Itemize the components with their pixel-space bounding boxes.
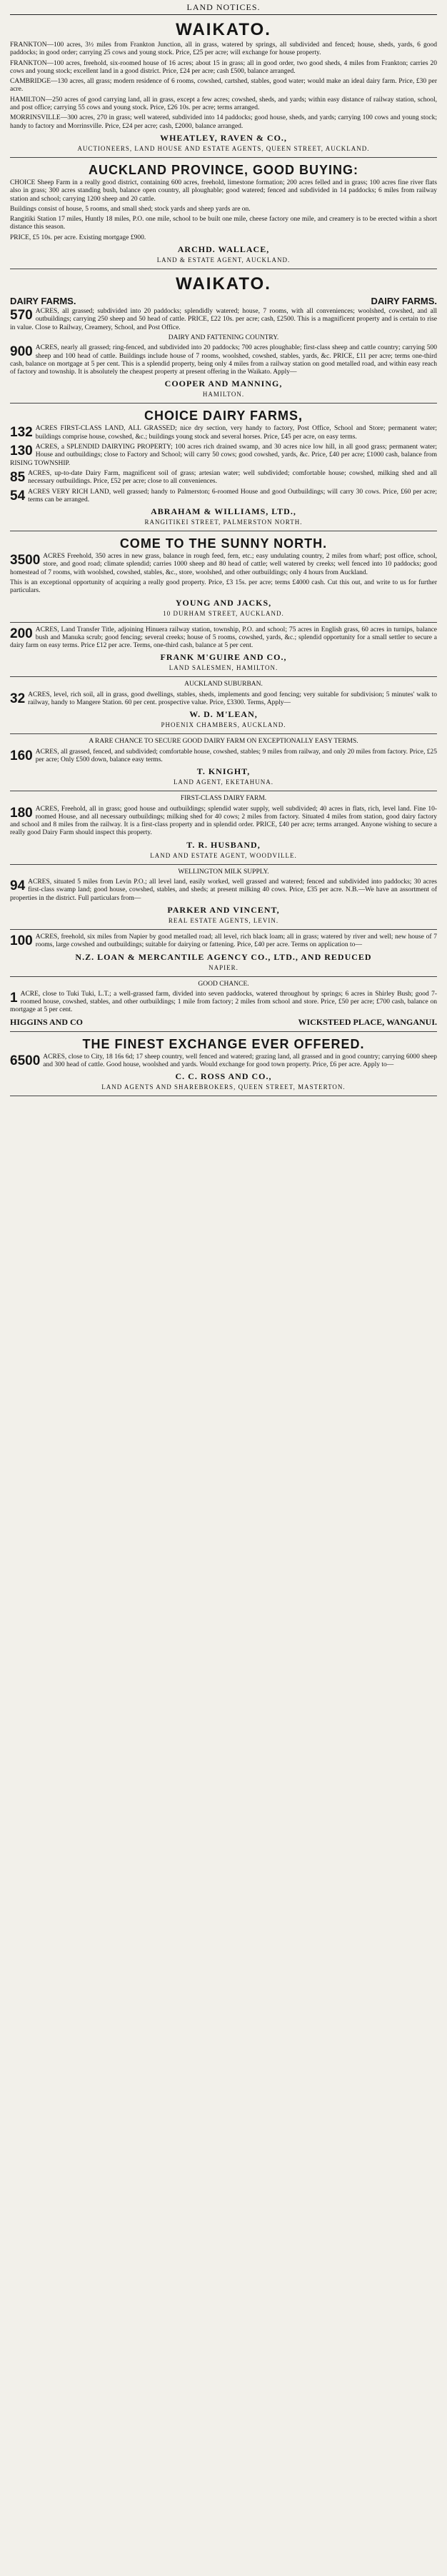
advertisement <box>10 404 437 531</box>
ad-text: ACRES, Freehold, all in grass; good house and outbuildings; splendid water supply, well subdivided; 40 acres in flats, rich, level land. Fine 10-roomed House, and all necessary outbuildings; milking shed for 40 cows; 2 miles from factory. Situated 4 miles from station, good dairy factory and school and 8 miles from the railway. It is a first-class property and in splendid order. PRICE, £40 per acre; terms arranged. Anyone wishing to secure a really good Dairy Farm should inspect this property. <box>10 805 437 837</box>
ad-heading: COME TO THE SUNNY NORTH. <box>119 536 328 551</box>
ad-heading: CHOICE DAIRY FARMS, <box>144 409 303 424</box>
ad-paragraph <box>10 691 437 708</box>
ad-heading: WAIKATO. <box>176 20 271 39</box>
ad-text: CHOICE Sheep Farm in a really good district, containing 600 acres, freehold, limestone formation; 200 acres felled and in grass; 100 acres fine river flats also in grass; 300 acres standing bush, balance open country, all ploughable; good watered; fenced and subdivided in 14 paddocks; 6 miles from railway station and school; carrying 1200 sheep and 20 cattle. <box>10 179 437 203</box>
acreage-figure: 160 <box>10 748 33 763</box>
ad-paragraph <box>10 626 437 651</box>
ad-paragraph <box>10 991 437 1015</box>
ad-paragraph <box>10 425 437 441</box>
ad-text: ACRES, level, rich soil, all in grass, good dwellings, stables, sheds, implements and good fencing; very suitable for subdivision; 5 minutes' walk to railway, handy to Mangere Station. 60 per cent. prospective value. Price, £3300. Terms, Apply— <box>28 691 437 707</box>
ad-text: HAMILTON—250 acres of good carrying land, all in grass, except a few acres; cowshed, sheds, and yards; within easy distance of railway station, school, and post office; carrying 55 cows and young stock. Price, £26 10s. per acre; terms arranged. <box>10 96 437 112</box>
ad-text: ACRE, close to Tuki Tuki, L.T.; a well-grassed farm, divided into seven paddocks, watered throughout by springs; 6 acres in Shirley Bush; good 7-roomed house, cowshed, stables, and other outbuildings; 1 mile from factory; 2 miles from school and store. Price, £50 per acre; £700 cash, balance on mortgage at 5 per cent. <box>10 990 437 1014</box>
ad-paragraph <box>10 334 437 342</box>
ad-subheading: DAIRY FARMS. <box>10 296 76 307</box>
acreage-figure: 3500 <box>10 553 41 568</box>
ad-paragraph <box>10 681 437 688</box>
acreage-figure: 132 <box>10 425 33 441</box>
agent-firm: FRANK M'GUIRE AND CO., <box>160 652 287 663</box>
agent-address: NAPIER. <box>209 963 238 971</box>
ad-paragraph <box>10 868 437 876</box>
acreage-figure: 200 <box>10 626 33 641</box>
ad-text: WELLINGTON MILK SUPPLY. <box>178 868 269 876</box>
acreage-figure: 85 <box>10 469 26 485</box>
ad-subheading: DAIRY FARMS. <box>371 296 437 307</box>
ad-text: Rangitiki Station 17 miles, Huntly 18 miles, P.O. one mile, school to be built one mile, cheese factory one mile, and creamery is to be erected within a short distance this season. <box>10 216 437 231</box>
advertisements <box>10 15 437 1096</box>
ad-subheading-row <box>10 296 437 306</box>
agent-address: LAND SALESMEN, HAMILTON. <box>169 664 278 672</box>
acreage-figure: 1 <box>10 990 18 1006</box>
ad-text: ACRES, Land Transfer Title, adjoining Hinuera railway station, township, P.O. and school; 75 acres in English grass, 60 acres in turnips, balance bush and Manuka scrub; good fencing; several creeks; house of 5 rooms, cowshed, yards, &c.; splendid opportunity for a small settler to secure a dairy farm on easy terms. Price £12 per acre. Terms, one-third cash, balance at 5 per cent. <box>10 626 437 650</box>
ad-paragraph <box>10 344 437 376</box>
ad-paragraph <box>10 806 437 838</box>
advertisement <box>10 930 437 977</box>
acreage-figure: 570 <box>10 308 33 324</box>
acreage-figure: 54 <box>10 488 26 503</box>
ad-paragraph <box>10 96 437 113</box>
advertisement <box>10 15 437 158</box>
ad-text: ACRES, all grassed; subdivided into 20 paddocks; splendidly watered; house, 7 rooms, with all conveniences; woolshed, cowshed, and all outbuildings; carrying 250 sheep and 50 head of cattle. PRICE, £22 10s. per acre; cash, £2500. This is a magnificent property and is certain to rise in value. Close to Railway, Creamery, School, and Post Office. <box>10 308 437 331</box>
ad-text: ACRES FIRST-CLASS LAND, ALL GRASSED; nice dry section, very handy to factory, Post Office, School and Store; permanent water; buildings comprise house, cowshed, &c.; buildings young stock and several horses. Price, £45 per acre, on easy terms. <box>35 425 437 441</box>
ad-text: A RARE CHANCE TO SECURE GOOD DAIRY FARM ON EXCEPTIONALLY EASY TERMS. <box>89 738 358 746</box>
advertisement <box>10 269 437 404</box>
ad-text: DAIRY AND FATTENING COUNTRY. <box>168 334 279 341</box>
ad-paragraph <box>10 933 437 950</box>
ad-text: ACRES, up-to-date Dairy Farm, magnificent soil of grass; artesian water; well subdivided; comfortable house; cowshed, milking shed and all necessary outbuildings. Price, £52 per acre; close to all conveniences. <box>28 469 437 486</box>
advertisement <box>10 977 437 1032</box>
ad-paragraph <box>10 179 437 204</box>
agent-address: 10 DURHAM STREET, AUCKLAND. <box>163 609 284 617</box>
ad-paragraph <box>10 443 437 468</box>
ad-text: ACRES, all grassed, fenced, and subdivided; comfortable house, cowshed, stables; 9 miles from railway, and only 20 miles from factory. Price, £25 per acre; Only £500 down, balance easy terms. <box>35 748 437 763</box>
ad-heading: THE FINEST EXCHANGE EVER OFFERED. <box>82 1036 365 1051</box>
agent-firm: WHEATLEY, RAVEN & CO., <box>160 132 287 143</box>
agent-address: LAND AGENTS AND SHAREBROKERS, QUEEN STREET, MASTERTON. <box>101 1083 346 1091</box>
agent-address: PHOENIX CHAMBERS, AUCKLAND. <box>161 721 286 729</box>
ad-text: PRICE, £5 10s. per acre. Existing mortgage £900. <box>10 234 146 241</box>
ad-paragraph <box>10 78 437 94</box>
ad-text: ACRES, close to City, 18 16s 6d; 17 sheep country, well fenced and watered; grazing land, all grassed and in good country; carrying 6000 sheep and 300 head of cattle. Good house, woolshed and yards. Would exchange for good town property. Price, £6 per acre. Apply to— <box>43 1053 437 1068</box>
ad-paragraph <box>10 878 437 903</box>
agent-address: HAMILTON. <box>202 391 245 399</box>
ad-text: This is an exceptional opportunity of acquiring a really good property. Price, £3 15s. per acre; terms £4000 cash. Cut this out, and write to us for further particulars. <box>10 578 437 595</box>
acreage-figure: 32 <box>10 691 26 706</box>
agent-address: AUCTIONEERS, LAND HOUSE AND ESTATE AGENTS, QUEEN STREET, AUCKLAND. <box>77 144 370 152</box>
agent-address: LAND AND ESTATE AGENT, WOODVILLE. <box>150 851 297 859</box>
acreage-figure: 100 <box>10 933 33 948</box>
ad-text: FRANKTON—100 acres, freehold, six-roomed house of 16 acres; about 15 in grass; all in good order, two good sheds, 4 miles from Frankton; carries 20 cows and young stock; excellent land in a good district. Price, £24 per acre; cash £500, balance arranged. <box>10 59 437 75</box>
advertisement <box>10 865 437 930</box>
agent-firm: ARCHD. WALLACE, <box>177 244 270 255</box>
ad-paragraph <box>10 795 437 803</box>
agent-firm: C. C. ROSS AND CO., <box>175 1071 272 1082</box>
agent-firm: W. D. M'LEAN, <box>189 709 258 720</box>
ad-paragraph <box>10 579 437 596</box>
ad-text: FIRST-CLASS DAIRY FARM. <box>180 795 267 803</box>
ad-paragraph <box>10 981 437 988</box>
ad-heading: AUCKLAND PROVINCE, GOOD BUYING: <box>88 162 358 177</box>
agent-address: LAND AGENT, EKETAHUNA. <box>173 778 274 786</box>
agent-firm: T. R. HUSBAND, <box>186 839 261 850</box>
ad-paragraph <box>10 553 437 577</box>
ad-text: ACRES Freehold, 350 acres in new grass, balance in rough feed, fern, etc.; easy undulating country, 2 miles from wharf; post office, school, store, and good road; climate splendid; carries 1000 sheep and 80 head of cattle; well watered by creeks; well fenced into 10 paddocks; good homestead of 7 rooms, with woolshed, cowshed, stables, &c., store, woolshed, and other outbuildings; only 4 hours from Auckland. <box>10 553 437 576</box>
ad-text: ACRES, freehold, six miles from Napier by good metalled road; all level, rich black loam; all in grass; watered by river and well; new house of 7 rooms, large cowshed and outbuildings; suitable for dairying or fattening. Price, £40 per acre. Terms on application to— <box>35 933 437 949</box>
agent-firm: PARKER AND VINCENT, <box>167 904 280 915</box>
ad-text: GOOD CHANCE. <box>198 980 249 988</box>
agent-address: WICKSTEED PLACE, WANGANUI. <box>298 1016 437 1027</box>
section-header: LAND NOTICES. <box>10 1 437 15</box>
ad-text: ACRES VERY RICH LAND, well grassed; handy to Palmerston; 6-roomed House and good Outbuildings; will carry 30 cows. Price, £60 per acre; terms can be arranged. <box>28 488 437 503</box>
ad-signature <box>10 1017 437 1028</box>
advertisement <box>10 623 437 678</box>
agent-firm: N.Z. LOAN & MERCANTILE AGENCY CO., LTD., AND REDUCED <box>75 951 372 962</box>
acreage-figure: 900 <box>10 344 33 360</box>
ad-paragraph <box>10 60 437 76</box>
ad-text: ACRES, a SPLENDID DAIRYING PROPERTY; 100 acres rich drained swamp, and 30 acres nice low hill, in all good grass; permanent water; House and outbuildings; close to Factory and School; will carry 50 cows; good cowshed, yards, &c. Price, £40 per acre; £1000 cash, balance from RISING TOWNSHIP. <box>10 443 437 467</box>
ad-paragraph <box>10 470 437 486</box>
agent-address: REAL ESTATE AGENTS, LEVIN. <box>168 916 279 924</box>
agent-address: RANGITIKEI STREET, PALMERSTON NORTH. <box>144 518 303 526</box>
advertisement <box>10 677 437 734</box>
ad-paragraph <box>10 114 437 131</box>
agent-firm: YOUNG AND JACKS, <box>175 597 272 608</box>
ad-paragraph <box>10 308 437 332</box>
agent-name: HIGGINS AND CO <box>10 1016 84 1027</box>
advertisement <box>10 531 437 622</box>
advertisement <box>10 1032 437 1097</box>
acreage-figure: 94 <box>10 878 26 894</box>
agent-firm: ABRAHAM & WILLIAMS, LTD., <box>151 506 296 517</box>
ad-paragraph <box>10 738 437 746</box>
ad-paragraph <box>10 216 437 232</box>
ad-text: FRANKTON—100 acres, 3½ miles from Frankton Junction, all in grass, watered by springs, all subdivided and fenced; house, sheds, yards, 6 good paddocks; in good order; carrying 25 cows and young stock. Price, £25 per acre; will exchange for house property. <box>10 41 437 57</box>
ad-paragraph <box>10 1053 437 1070</box>
agent-address: LAND & ESTATE AGENT, AUCKLAND. <box>156 256 291 264</box>
ad-text: CAMBRIDGE—130 acres, all grass; modern residence of 6 rooms, cowshed, cartshed, stables, good water; would make an ideal dairy farm. Price, £30 per acre. <box>10 78 437 94</box>
acreage-figure: 180 <box>10 805 33 821</box>
ad-paragraph <box>10 488 437 505</box>
newspaper-column <box>10 0 437 1096</box>
ad-paragraph <box>10 234 437 242</box>
acreage-figure: 130 <box>10 443 33 459</box>
acreage-figure: 6500 <box>10 1053 41 1068</box>
ad-text: MORRINSVILLE—300 acres, 270 in grass; well watered, subdivided into 14 paddocks; good house, sheds, and yards; carrying 100 cows and young stock; handy to factory and Morrinsville. Price, £24 per acre; cash, £2000, balance arranged. <box>10 114 437 130</box>
ad-text: ACRES, nearly all grassed; ring-fenced, and subdivided into 20 paddocks; 700 acres ploughable; first-class sheep and cattle country; carrying 500 sheep and 100 head of cattle. Buildings include house of 7 rooms, woolshed, cowshed, stables, yards, &c. PRICE, £11 per acre; terms one-third cash, balance on mortgage at 5 per cent. This is a splendid property, being only 4 miles from a railway station on good metalled road, and within easy reach of factory and township. It is absolutely the cheapest property at present offering in the Waikato. Apply— <box>10 344 437 376</box>
ad-paragraph <box>10 41 437 58</box>
advertisement <box>10 791 437 864</box>
advertisement <box>10 734 437 791</box>
agent-firm: T. KNIGHT, <box>196 766 251 777</box>
ad-paragraph <box>10 748 437 765</box>
ad-paragraph <box>10 206 437 214</box>
ad-text: AUCKLAND SUBURBAN. <box>184 681 263 688</box>
ad-text: Buildings consist of house, 5 rooms, and small shed; stock yards and sheep yards are on. <box>10 205 251 213</box>
agent-firm: COOPER AND MANNING, <box>164 379 283 389</box>
advertisement <box>10 158 437 269</box>
ad-text: ACRES, situated 5 miles from Levin P.O.; all level land, easily worked, well grassed and watered; fenced and subdivided into paddocks; 30 acres first-class swamp land; good house, cowshed, stables, and sheds; at present milking 40 cows. Price, £35 per acre. N.B.—We have an assortment of properties in the district. Full particulars from— <box>10 878 437 902</box>
ad-heading: WAIKATO. <box>176 274 271 294</box>
